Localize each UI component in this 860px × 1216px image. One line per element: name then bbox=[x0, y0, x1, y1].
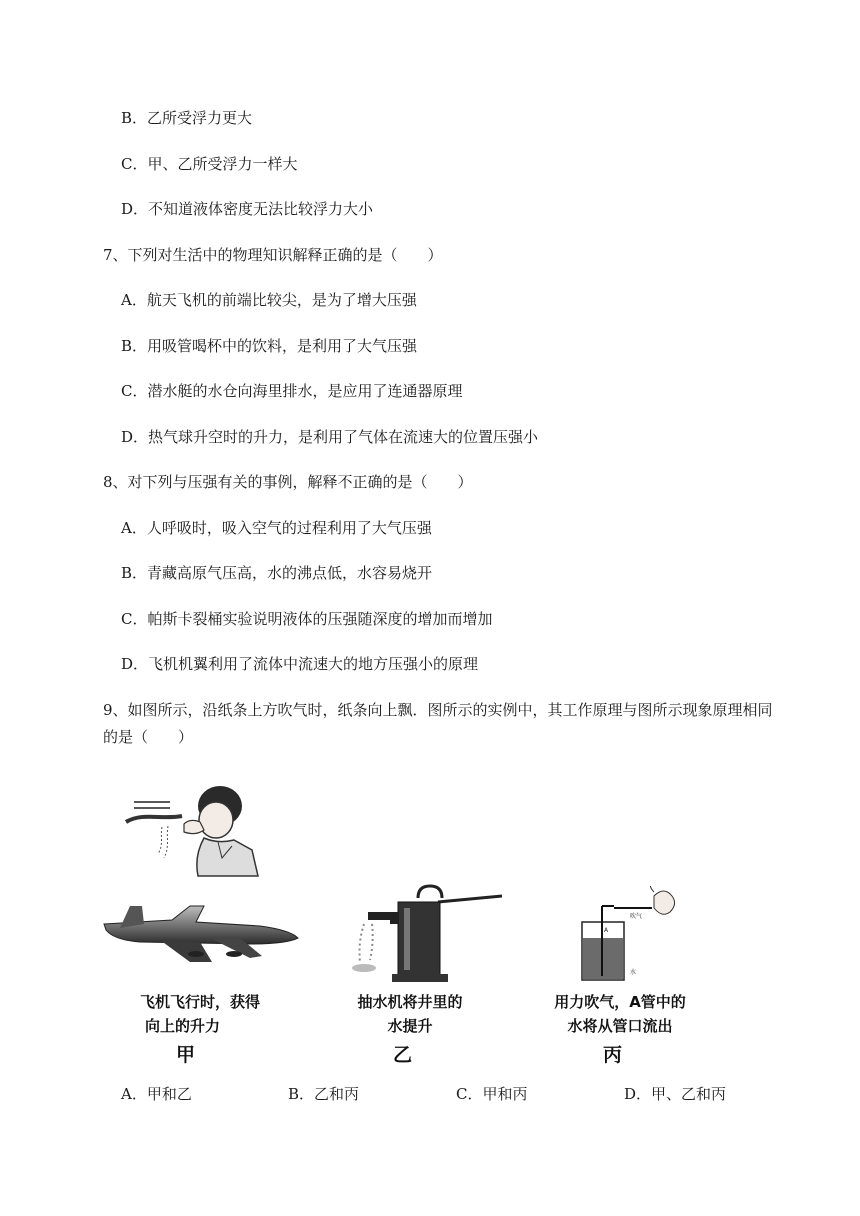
q8-stem: 8、对下列与压强有关的事例，解释不正确的是（ ） bbox=[103, 473, 473, 491]
q7-option-c: C．潜水艇的水仓向海里排水，是应用了连通器原理 bbox=[121, 382, 463, 400]
figure-label-jia: 甲 bbox=[176, 1044, 196, 1066]
airplane-caption-line2: 向上的升力 bbox=[144, 1017, 220, 1035]
q8-option-b: B．青藏高原气压高，水的沸点低，水容易烧开 bbox=[121, 564, 433, 582]
q9-stem-line2: 的是（ ） bbox=[103, 728, 194, 746]
q9-option-a: A．甲和乙 bbox=[121, 1085, 192, 1103]
water-pump-figure bbox=[346, 884, 506, 984]
airplane-caption-line1: 飞机飞行时，获得 bbox=[139, 993, 260, 1011]
boy-blowing-paper-figure bbox=[122, 782, 262, 877]
beaker-caption-line2: 水将从管口流出 bbox=[567, 1017, 673, 1035]
q8-option-d: D．飞机机翼利用了流体中流速大的地方压强小的原理 bbox=[121, 655, 479, 673]
q7-option-a: A．航天飞机的前端比较尖，是为了增大压强 bbox=[121, 291, 417, 309]
beaker-tube-figure bbox=[570, 886, 690, 986]
q6-option-d: D．不知道液体密度无法比较浮力大小 bbox=[121, 200, 374, 218]
tube-label: A bbox=[604, 927, 609, 934]
q8-option-c: C．帕斯卡裂桶实验说明液体的压强随深度的增加而增加 bbox=[121, 610, 493, 628]
q7-option-d: D．热气球升空时的升力，是利用了气体在流速大的位置压强小 bbox=[121, 428, 539, 446]
q9-option-d: D．甲、乙和丙 bbox=[624, 1085, 727, 1103]
pump-caption-line1: 抽水机将井里的 bbox=[357, 993, 463, 1011]
q9-option-c: C．甲和丙 bbox=[456, 1085, 528, 1103]
beaker-caption-line1: 用力吹气，A管中的 bbox=[554, 993, 686, 1011]
q8-option-a: A．人呼吸时，吸入空气的过程利用了大气压强 bbox=[121, 519, 432, 537]
q9-option-b: B．乙和丙 bbox=[288, 1085, 360, 1103]
q6-option-b: B．乙所受浮力更大 bbox=[121, 109, 253, 127]
figure-label-yi: 乙 bbox=[393, 1044, 413, 1066]
water-label: 水 bbox=[630, 969, 637, 976]
figure-label-bing: 丙 bbox=[603, 1044, 623, 1066]
q6-option-c: C．甲、乙所受浮力一样大 bbox=[121, 155, 298, 173]
pump-caption-line2: 水提升 bbox=[387, 1017, 433, 1035]
airplane-figure bbox=[100, 898, 300, 978]
q7-stem: 7、下列对生活中的物理知识解释正确的是（ ） bbox=[103, 246, 443, 264]
q9-stem-line1: 9、如图所示，沿纸条上方吹气时，纸条向上飘．图所示的实例中，其工作原理与图所示现象原理相同 bbox=[103, 701, 773, 719]
svg-text:吹气: 吹气 bbox=[630, 913, 643, 920]
q7-option-b: B．用吸管喝杯中的饮料，是利用了大气压强 bbox=[121, 337, 418, 355]
